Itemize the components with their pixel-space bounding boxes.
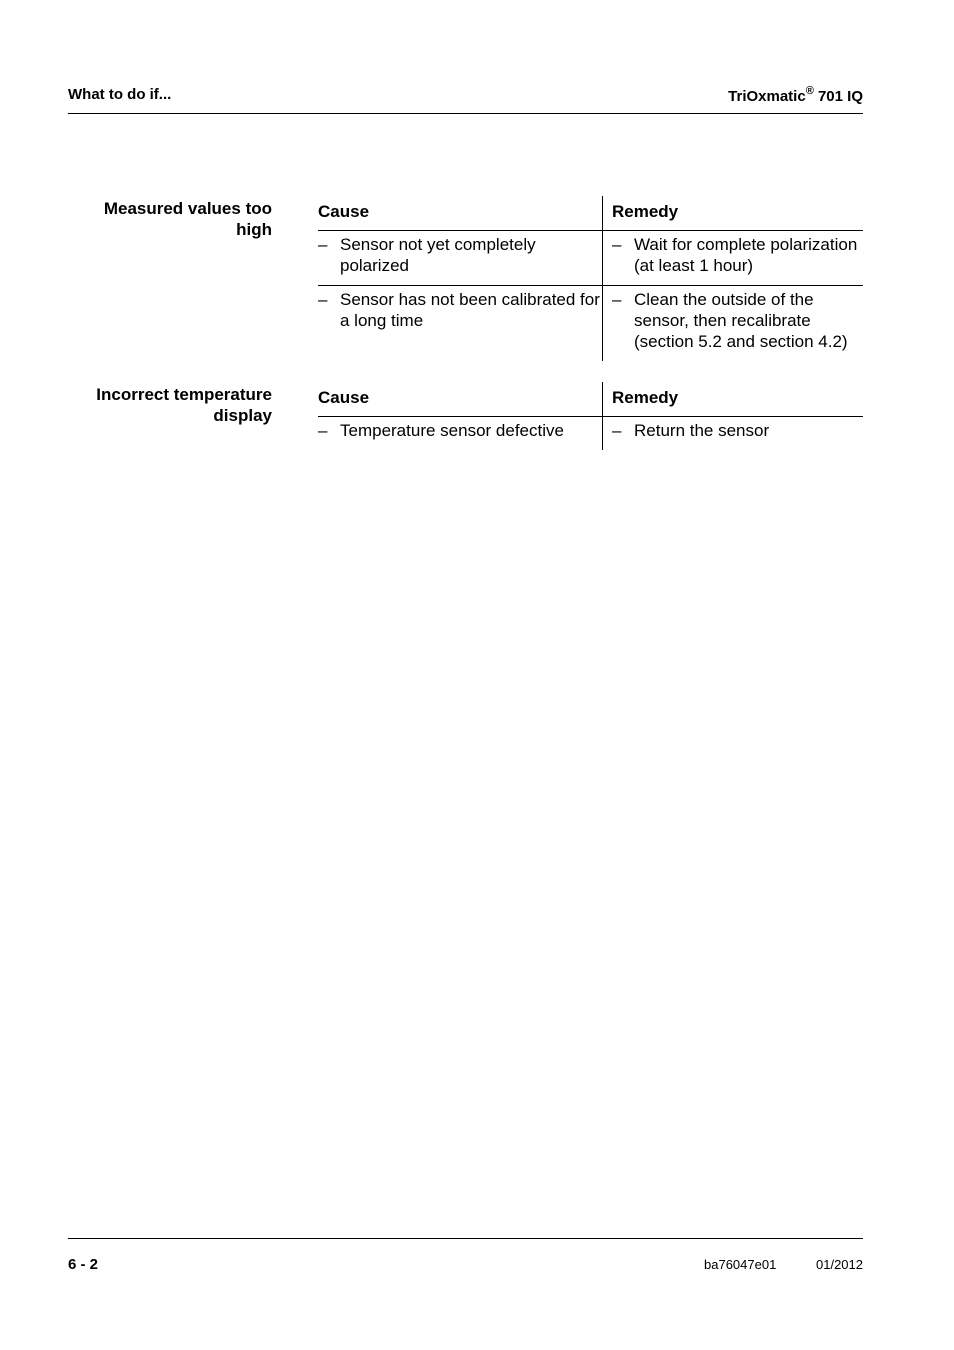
bullet-dash: – [318,234,328,254]
bullet-dash: – [612,420,622,440]
section-label-temperature-display: Incorrect temperature display [96,385,272,425]
registered-mark: ® [805,85,814,97]
document-id: ba76047e01 [704,1257,777,1272]
cause-item: – Temperature sensor defective [318,420,564,440]
remedy-item: – Clean the outside of the sensor, then recalibrate (section 5.2 and section 4.2) [612,289,848,351]
running-header-product [728,86,863,105]
product-model: 701 IQ [817,88,863,105]
footer-rule [68,1238,863,1239]
bullet-dash: – [318,289,328,309]
header-rule [68,113,863,114]
bullet-dash: – [318,420,328,440]
table-row [318,416,863,450]
troubleshooting-table-measured-values [318,196,863,361]
cause-item: – Sensor has not been calibrated for a long time [318,289,600,330]
running-header-section: What to do if... [68,86,172,103]
column-header-remedy: Remedy [603,196,864,230]
column-header-cause: Cause [318,196,603,230]
section-label-measured-values: Measured values too high [103,199,272,239]
cause-item: – Sensor not yet completely polarized [318,234,536,275]
column-header-cause: Cause [318,382,603,416]
page-number: 6 - 2 [68,1256,99,1273]
product-name: TriOxmatic [728,88,806,105]
table-row [318,230,863,285]
bullet-dash: – [612,234,622,254]
document-date: 01/2012 [816,1257,863,1272]
troubleshooting-table-temperature-display [318,382,863,450]
bullet-dash: – [612,289,622,309]
table-row [318,285,863,361]
remedy-item: – Return the sensor [612,420,770,440]
remedy-item: – Wait for complete polarization (at least 1 hour) [612,234,858,275]
column-header-remedy: Remedy [603,382,864,416]
